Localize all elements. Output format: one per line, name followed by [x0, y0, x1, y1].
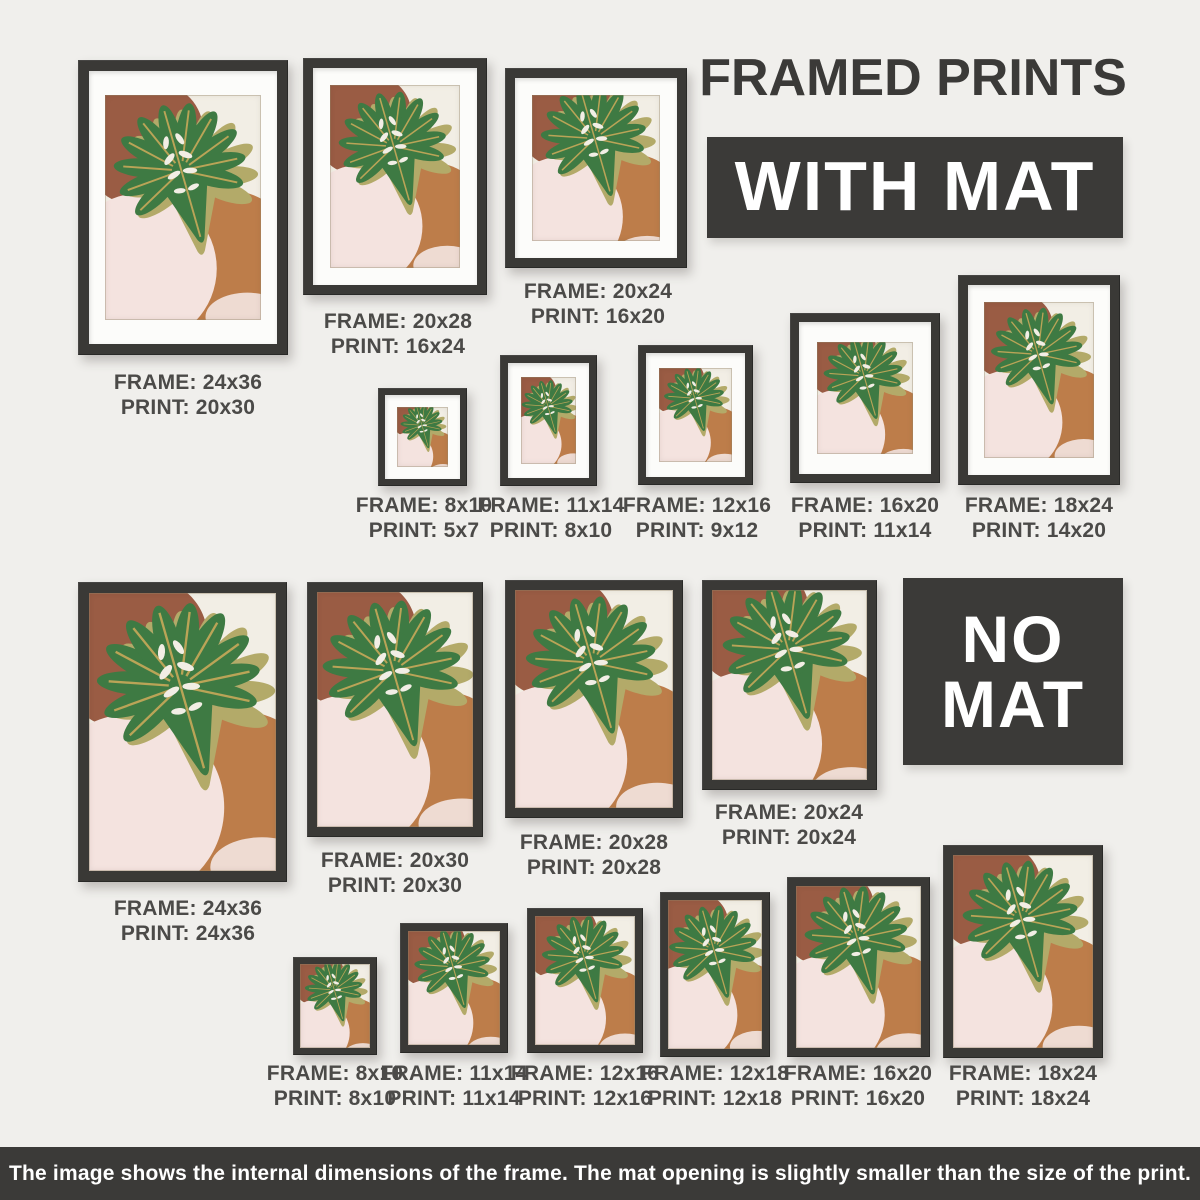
monstera-print	[521, 377, 576, 464]
monstera-print	[330, 85, 460, 268]
monstera-artwork	[712, 590, 867, 780]
size-label-with-mat-20x24	[498, 280, 698, 329]
framed-print-no-mat-20x30	[307, 582, 483, 837]
monstera-artwork	[984, 302, 1094, 458]
framed-print-no-mat-12x16	[527, 908, 643, 1053]
monstera-print	[397, 407, 448, 467]
monstera-print	[408, 931, 500, 1045]
mat	[317, 592, 473, 827]
monstera-print	[105, 95, 261, 320]
monstera-artwork	[515, 590, 673, 808]
framed-print-no-mat-20x24	[702, 580, 877, 790]
frame-size: FRAME: 24x36	[113, 371, 263, 394]
monstera-print	[817, 342, 913, 454]
framed-print-with-mat-8x10	[378, 388, 467, 486]
frame-size: FRAME: 20x28	[519, 831, 669, 854]
monstera-artwork	[532, 95, 660, 241]
print-size: PRINT: 18x24	[955, 1086, 1091, 1110]
frame-size: FRAME: 20x30	[320, 849, 470, 872]
monstera-print	[659, 368, 732, 462]
mat	[668, 900, 762, 1049]
print-size: PRINT: 16x20	[790, 1086, 926, 1110]
monstera-artwork	[105, 95, 261, 320]
frame-size: FRAME: 20x24	[714, 801, 864, 824]
monstera-print	[89, 593, 276, 871]
frame-size: FRAME: 18x24	[948, 1062, 1098, 1085]
monstera-artwork	[953, 855, 1093, 1048]
size-label-with-mat-24x36	[88, 371, 288, 420]
framed-print-with-mat-20x24	[505, 68, 687, 268]
mat	[89, 71, 277, 344]
size-label-with-mat-20x28	[298, 310, 498, 359]
size-label-with-mat-16x20	[765, 494, 965, 543]
print-size: PRINT: 20x28	[526, 855, 662, 879]
monstera-artwork	[659, 368, 732, 462]
print-size: PRINT: 8x10	[273, 1086, 397, 1110]
mat	[300, 964, 370, 1048]
print-size: PRINT: 12x18	[647, 1086, 783, 1110]
mat	[646, 353, 745, 477]
mat	[313, 68, 477, 285]
mat	[89, 593, 276, 871]
monstera-print	[300, 964, 370, 1048]
print-size: PRINT: 24x36	[120, 921, 256, 945]
framed-print-with-mat-11x14	[500, 355, 597, 486]
mat	[796, 886, 921, 1048]
framed-print-no-mat-11x14	[400, 923, 508, 1053]
print-size: PRINT: 20x30	[327, 873, 463, 897]
frame-size: FRAME: 24x36	[113, 897, 263, 920]
monstera-print	[317, 592, 473, 827]
monstera-artwork	[535, 916, 635, 1045]
frame-size: FRAME: 20x28	[323, 310, 473, 333]
framed-print-no-mat-12x18	[660, 892, 770, 1057]
framed-print-no-mat-24x36	[78, 582, 287, 882]
framed-print-no-mat-20x28	[505, 580, 683, 818]
print-size: PRINT: 8x10	[489, 518, 613, 542]
size-label-with-mat-18x24	[939, 494, 1139, 543]
monstera-artwork	[89, 593, 276, 871]
framed-print-with-mat-12x16	[638, 345, 753, 485]
frame-size: FRAME: 11x14	[477, 494, 625, 517]
monstera-print	[532, 95, 660, 241]
framed-print-with-mat-20x28	[303, 58, 487, 295]
size-label-no-mat-18x24	[923, 1062, 1123, 1111]
mat	[385, 395, 460, 479]
no-mat-badge-line2: MAT	[940, 666, 1086, 741]
size-label-no-mat-24x36	[88, 897, 288, 946]
monstera-artwork	[408, 931, 500, 1045]
mat	[515, 590, 673, 808]
framed-print-no-mat-8x10	[293, 957, 377, 1055]
with-mat-badge: WITH MAT	[707, 137, 1123, 238]
monstera-print	[953, 855, 1093, 1048]
frame-size: FRAME: 11x14	[380, 1062, 528, 1085]
monstera-artwork	[397, 407, 448, 467]
frame-size: FRAME: 16x20	[783, 1062, 933, 1085]
monstera-print	[712, 590, 867, 780]
frame-size: FRAME: 12x18	[640, 1062, 790, 1085]
framed-print-with-mat-16x20	[790, 313, 940, 483]
mat	[712, 590, 867, 780]
mat	[408, 931, 500, 1045]
page-title: FRAMED PRINTS	[699, 49, 1127, 107]
frame-size: FRAME: 12x16	[510, 1062, 660, 1085]
print-size: PRINT: 5x7	[368, 518, 480, 542]
size-label-no-mat-20x28	[494, 831, 694, 880]
monstera-artwork	[330, 85, 460, 268]
monstera-artwork	[796, 886, 921, 1048]
frame-size: FRAME: 8x10	[266, 1062, 404, 1085]
mat	[508, 363, 589, 478]
mat	[968, 285, 1110, 475]
monstera-artwork	[521, 377, 576, 464]
framed-print-with-mat-18x24	[958, 275, 1120, 485]
frame-size: FRAME: 20x24	[523, 280, 673, 303]
footer-note: The image shows the internal dimensions of the frame. The mat opening is slightly smaller than the size of the print.	[8, 1161, 1192, 1185]
print-size: PRINT: 11x14	[387, 1086, 521, 1110]
print-size: PRINT: 16x24	[330, 334, 466, 358]
monstera-print	[515, 590, 673, 808]
print-size: PRINT: 20x24	[721, 825, 857, 849]
monstera-print	[796, 886, 921, 1048]
frame-size: FRAME: 12x16	[622, 494, 772, 517]
mat	[515, 78, 677, 258]
monstera-artwork	[317, 592, 473, 827]
print-size: PRINT: 11x14	[798, 518, 932, 542]
size-label-no-mat-20x30	[295, 849, 495, 898]
mat	[535, 916, 635, 1045]
print-size: PRINT: 9x12	[635, 518, 759, 542]
mat	[799, 322, 931, 474]
print-size: PRINT: 16x20	[530, 304, 666, 328]
no-mat-badge-line1: NO	[961, 601, 1065, 676]
no-mat-badge	[903, 578, 1123, 765]
framed-print-no-mat-18x24	[943, 845, 1103, 1058]
monstera-artwork	[668, 900, 762, 1049]
monstera-print	[668, 900, 762, 1049]
print-size: PRINT: 12x16	[517, 1086, 653, 1110]
mat	[953, 855, 1093, 1048]
size-label-no-mat-20x24	[689, 801, 889, 850]
framed-print-with-mat-24x36	[78, 60, 288, 355]
monstera-artwork	[300, 964, 370, 1048]
frame-size: FRAME: 8x10	[355, 494, 493, 517]
frame-size: FRAME: 18x24	[964, 494, 1114, 517]
frame-size: FRAME: 16x20	[790, 494, 940, 517]
footer-note-bar	[0, 1147, 1200, 1200]
monstera-print	[535, 916, 635, 1045]
print-size: PRINT: 14x20	[971, 518, 1107, 542]
monstera-print	[984, 302, 1094, 458]
framed-print-no-mat-16x20	[787, 877, 930, 1057]
monstera-artwork	[817, 342, 913, 454]
print-size: PRINT: 20x30	[120, 395, 256, 419]
